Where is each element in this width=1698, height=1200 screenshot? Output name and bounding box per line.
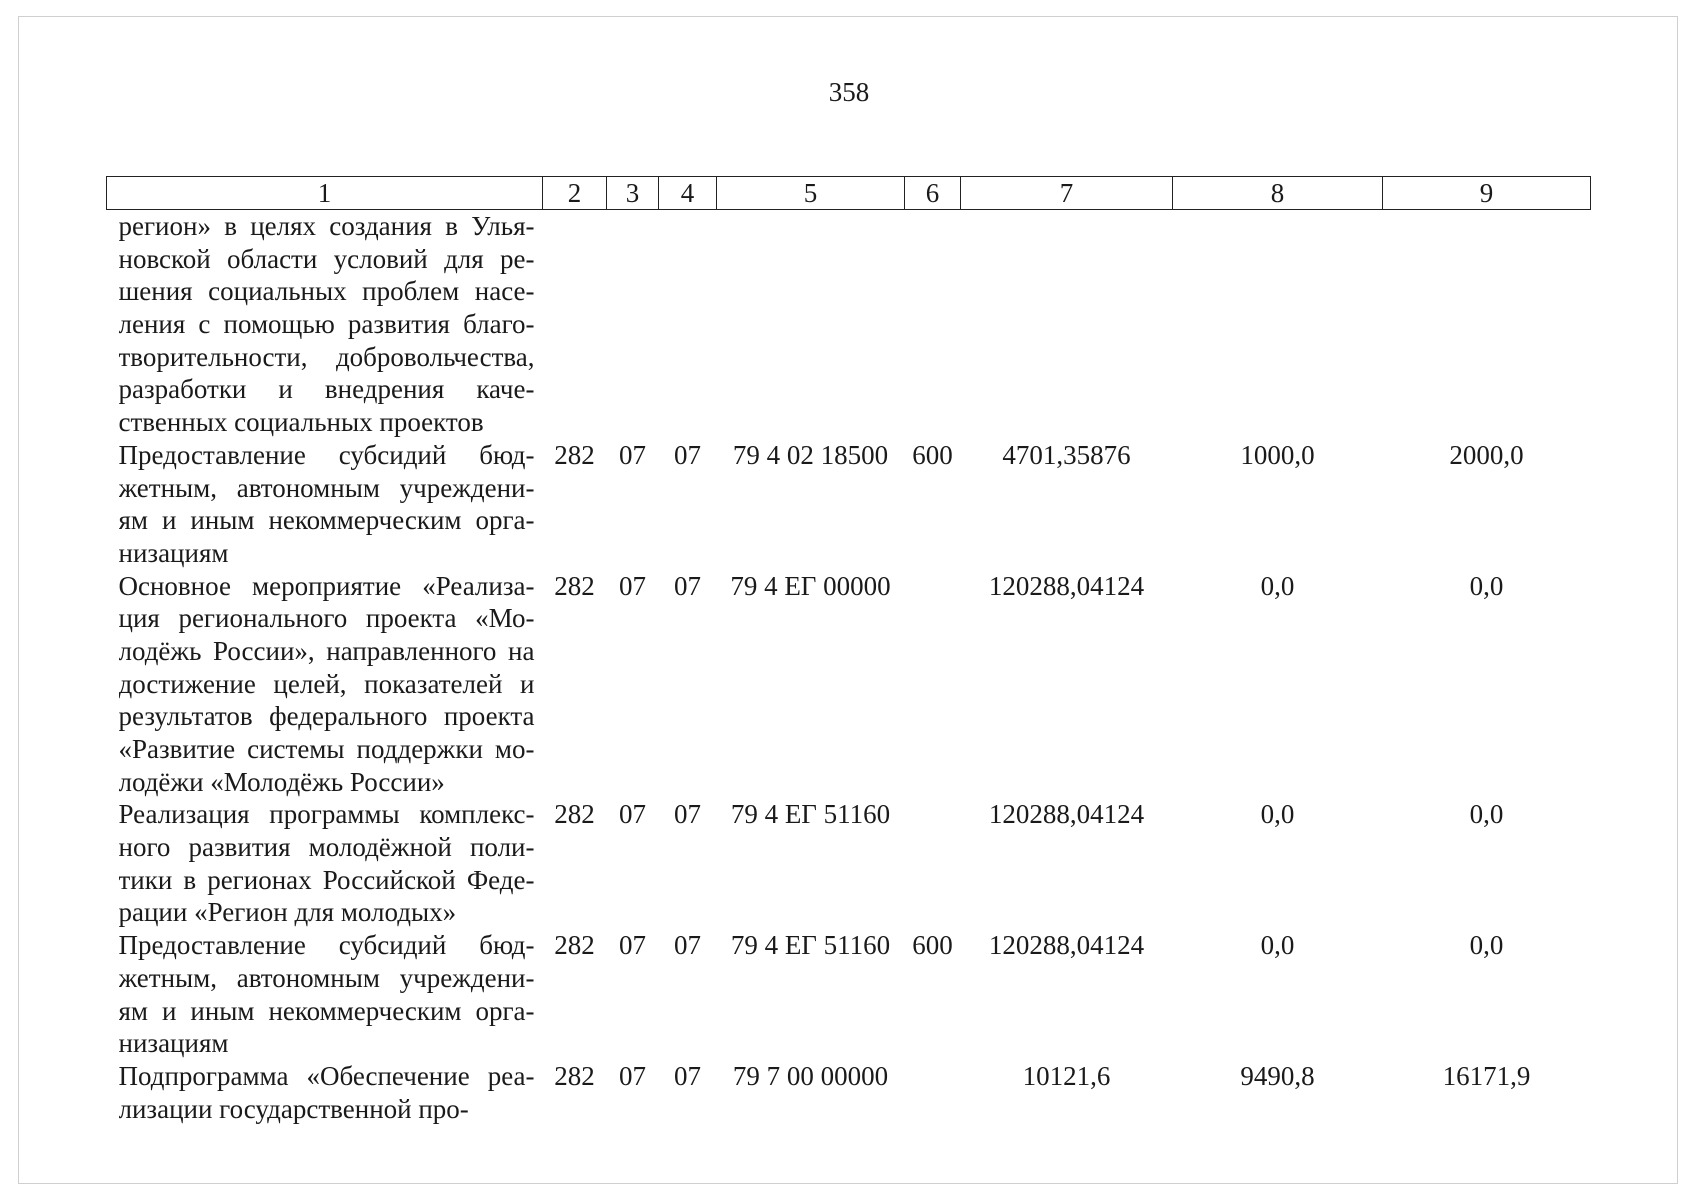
table-body xyxy=(107,210,1591,1126)
cell-col-8: 0,0 xyxy=(1260,570,1295,601)
column-header-2: 2 xyxy=(543,177,607,210)
cell-col-8: 0,0 xyxy=(1260,930,1295,961)
cell-col-5: 79 7 00 00000 xyxy=(732,1060,889,1091)
row-description xyxy=(107,210,543,439)
table-row xyxy=(107,1060,1591,1125)
description-line: Подпрограмма «Обеспечение реа- xyxy=(118,1060,535,1091)
column-header-7: 7 xyxy=(961,177,1173,210)
column-header-9: 9 xyxy=(1383,177,1591,210)
description-line: тики в регионах Российской Феде- xyxy=(118,864,535,895)
cell-col-4: 07 xyxy=(674,439,701,470)
table-row xyxy=(107,798,1591,929)
cell-col-6 xyxy=(905,570,961,799)
cell-col-2: 282 xyxy=(554,439,595,470)
description-line: Основное мероприятие «Реализа- xyxy=(118,570,535,601)
description-line: Предоставление субсидий бюд- xyxy=(118,439,535,470)
description-line: низациям xyxy=(118,1028,229,1059)
cell-col-2 xyxy=(543,210,607,439)
cell-col-9 xyxy=(1383,210,1591,439)
cell-col-3: 07 xyxy=(619,799,646,830)
column-header-4: 4 xyxy=(659,177,717,210)
cell-col-2: 282 xyxy=(554,930,595,961)
cell-col-8: 9490,8 xyxy=(1240,1060,1315,1091)
row-description xyxy=(107,1060,543,1125)
cell-col-2: 282 xyxy=(554,1060,595,1091)
cell-col-5: 79 4 ЕГ 51160 xyxy=(730,930,891,961)
row-description xyxy=(107,798,543,929)
cell-col-9: 16171,9 xyxy=(1442,1060,1531,1091)
cell-col-4 xyxy=(659,210,717,439)
cell-col-6: 600 xyxy=(912,439,953,470)
description-line: низациям xyxy=(118,537,229,568)
description-line: разработки и внедрения каче- xyxy=(118,374,535,405)
cell-col-4: 07 xyxy=(674,799,701,830)
column-header-6: 6 xyxy=(905,177,961,210)
cell-col-3: 07 xyxy=(619,1060,646,1091)
row-description xyxy=(107,929,543,1060)
cell-col-2: 282 xyxy=(554,570,595,601)
cell-col-5: 79 4 02 18500 xyxy=(732,439,889,470)
cell-col-6 xyxy=(905,210,961,439)
description-line: ям и иным некоммерческим орга- xyxy=(118,995,535,1026)
description-line: ция регионального проекта «Мо- xyxy=(118,603,535,634)
cell-col-2: 282 xyxy=(554,799,595,830)
description-line: рации «Регион для молодых» xyxy=(118,897,457,928)
description-line: ственных социальных проектов xyxy=(118,407,484,438)
table-row xyxy=(107,929,1591,1060)
cell-col-4: 07 xyxy=(674,1060,701,1091)
table-header-row xyxy=(107,177,1591,210)
cell-col-6 xyxy=(905,798,961,929)
description-line: Предоставление субсидий бюд- xyxy=(118,930,535,961)
page-number: 358 xyxy=(828,77,870,107)
column-header-5: 5 xyxy=(717,177,905,210)
description-line: результатов федерального проекта xyxy=(118,701,535,732)
cell-col-9: 2000,0 xyxy=(1449,439,1524,470)
cell-col-3: 07 xyxy=(619,930,646,961)
cell-col-7: 4701,35876 xyxy=(1002,439,1131,470)
cell-col-4: 07 xyxy=(674,930,701,961)
column-header-8: 8 xyxy=(1173,177,1383,210)
cell-col-9: 0,0 xyxy=(1469,930,1504,961)
cell-col-5 xyxy=(717,210,905,439)
cell-col-7: 120288,04124 xyxy=(988,570,1145,601)
description-line: регион» в целях создания в Улья- xyxy=(118,211,535,241)
cell-col-7: 10121,6 xyxy=(1022,1060,1111,1091)
cell-col-4: 07 xyxy=(674,570,701,601)
table-row xyxy=(107,210,1591,439)
description-line: лодёжи «Молодёжь России» xyxy=(118,766,445,797)
description-line: ления с помощью развития благо- xyxy=(118,309,535,340)
cell-col-9: 0,0 xyxy=(1469,799,1504,830)
description-line: ям и иным некоммерческим орга- xyxy=(118,505,535,536)
description-line: шения социальных проблем насе- xyxy=(118,276,535,307)
description-line: жетным, автономным учреждени- xyxy=(118,962,535,993)
row-description xyxy=(107,570,543,799)
description-line: жетным, автономным учреждени- xyxy=(118,472,535,503)
row-description xyxy=(107,439,543,570)
cell-col-9: 0,0 xyxy=(1469,570,1504,601)
description-line: «Развитие системы поддержки мо- xyxy=(118,734,535,764)
description-line: лодёжь России», направленного на xyxy=(118,635,535,666)
description-line: лизации государственной про- xyxy=(118,1093,469,1124)
cell-col-7 xyxy=(961,210,1173,439)
column-header-1: 1 xyxy=(107,177,543,210)
cell-col-8: 1000,0 xyxy=(1240,439,1315,470)
table-row xyxy=(107,439,1591,570)
description-line: новской области условий для ре- xyxy=(118,243,535,274)
description-line: творительности, добровольчества, xyxy=(118,341,535,372)
cell-col-5: 79 4 ЕГ 51160 xyxy=(730,799,891,830)
cell-col-7: 120288,04124 xyxy=(988,930,1145,961)
cell-col-5: 79 4 ЕГ 00000 xyxy=(730,570,891,601)
cell-col-8: 0,0 xyxy=(1260,799,1295,830)
cell-col-3: 07 xyxy=(619,570,646,601)
cell-col-7: 120288,04124 xyxy=(988,799,1145,830)
cell-col-8 xyxy=(1173,210,1383,439)
description-line: Реализация программы комплекс- xyxy=(118,799,535,830)
column-header-3: 3 xyxy=(607,177,659,210)
cell-col-3 xyxy=(607,210,659,439)
table-row xyxy=(107,570,1591,799)
budget-table xyxy=(106,176,1591,1125)
cell-col-3: 07 xyxy=(619,439,646,470)
cell-col-6: 600 xyxy=(912,930,953,961)
description-line: достижение целей, показателей и xyxy=(118,668,535,699)
cell-col-6 xyxy=(905,1060,961,1125)
description-line: ного развития молодёжной поли- xyxy=(118,832,535,863)
